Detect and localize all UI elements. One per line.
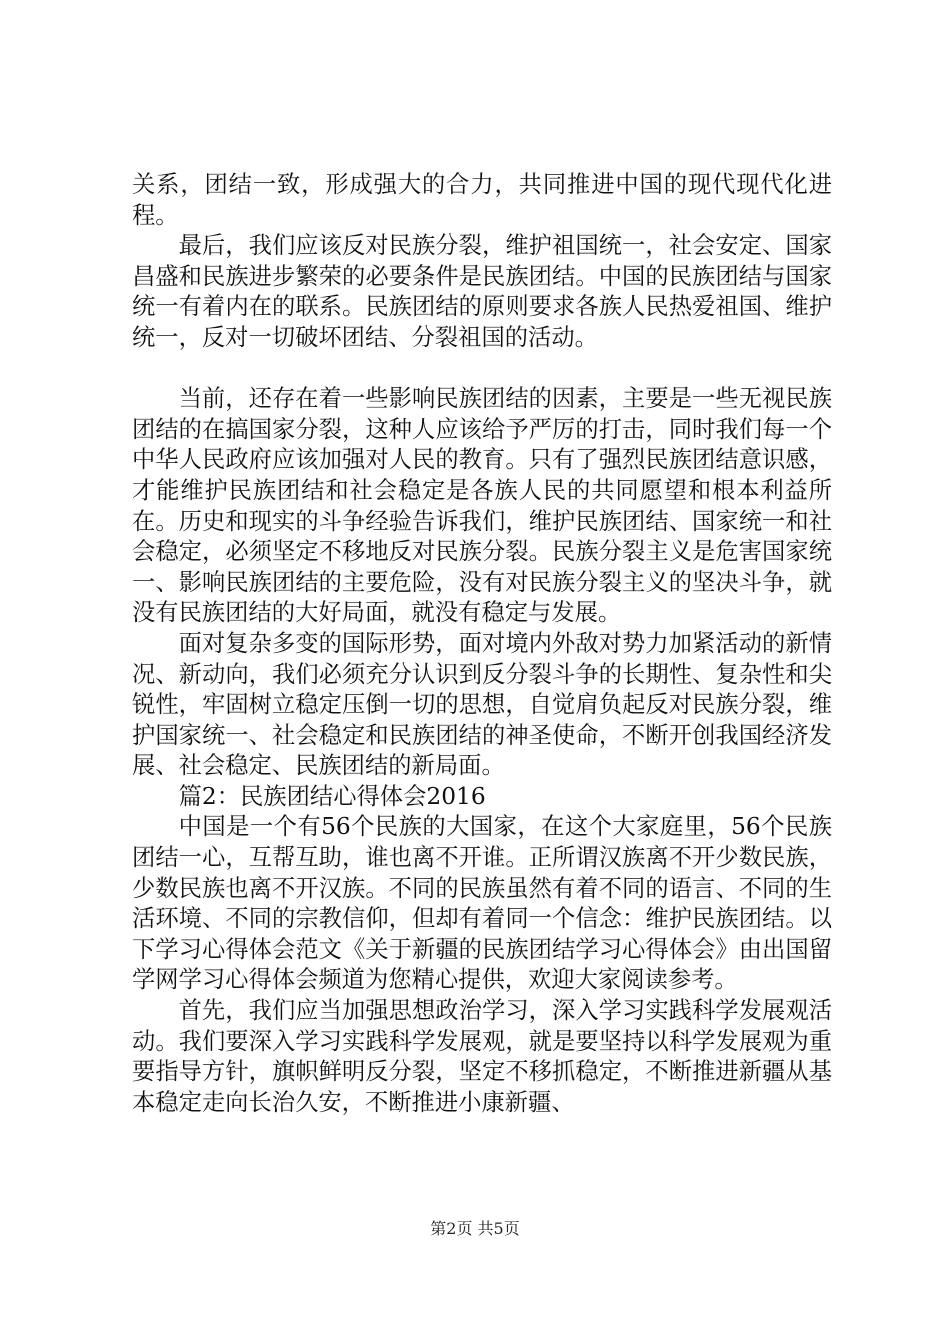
paragraph: 当前，还存在着一些影响民族团结的因素，主要是一些无视民族团结的在搞国家分裂，这种人应该给予严厉的打击，同时我们每一个中华人民政府应该加强对人民的教育。只有了强烈民族团结意识感，才能维护民族团结和社会稳定是各族人民的共同愿望和根本利益所在。历史和现实的斗争经验告诉我们，维护民族团结、国家统一和社会稳定，必须坚定不移地反对民族分裂。民族分裂主义是危害国家统一、影响民族团结的主要危险，没有对民族分裂主义的坚决斗争，就没有民族团结的大好局面，就没有稳定与发展。 <box>132 385 832 627</box>
paragraph-continuation: 关系，团结一致，形成强大的合力，共同推进中国的现代现代化进程。 <box>132 171 832 229</box>
section-heading: 篇2：民族团结心得体会2016 <box>178 782 486 810</box>
document-body <box>132 170 832 1118</box>
paragraph: 最后，我们应该反对民族分裂，维护祖国统一，社会安定、国家昌盛和民族进步繁荣的必要条件是民族团结。中国的民族团结与国家统一有着内在的联系。民族团结的原则要求各族人民热爱祖国、维护统一，反对一切破坏团结、分裂祖国的活动。 <box>132 232 832 351</box>
page-footer: 第2页 共5页 <box>430 1219 520 1238</box>
paragraph: 中国是一个有56个民族的大国家，在这个大家庭里，56个民族团结一心，互帮互助，谁也离不开谁。正所谓汉族离不开少数民族，少数民族也离不开汉族。不同的民族虽然有着不同的语言、不同的生活环境、不同的宗教信仰，但却有着同一个信念：维护民族团结。以下学习心得体会范文《关于新疆的民族团结学习心得体会》由出国留学网学习心得体会频道为您精心提供，欢迎大家阅读参考。 <box>132 813 832 994</box>
paragraph: 首先，我们应当加强思想政治学习，深入学习实践科学发展观活动。我们要深入学习实践科学发展观，就是要坚持以科学发展观为重要指导方针，旗帜鲜明反分裂，坚定不移抓稳定，不断推进新疆从基本稳定走向长治久安，不断推进小康新疆、 <box>132 997 832 1116</box>
paragraph: 面对复杂多变的国际形势，面对境内外敌对势力加紧活动的新情况、新动向，我们必须充分认识到反分裂斗争的长期性、复杂性和尖锐性，牢固树立稳定压倒一切的思想，自觉肩负起反对民族分裂，维护国家统一、社会稳定和民族团结的神圣使命，不断开创我国经济发展、社会稳定、民族团结的新局面。 <box>132 629 832 780</box>
